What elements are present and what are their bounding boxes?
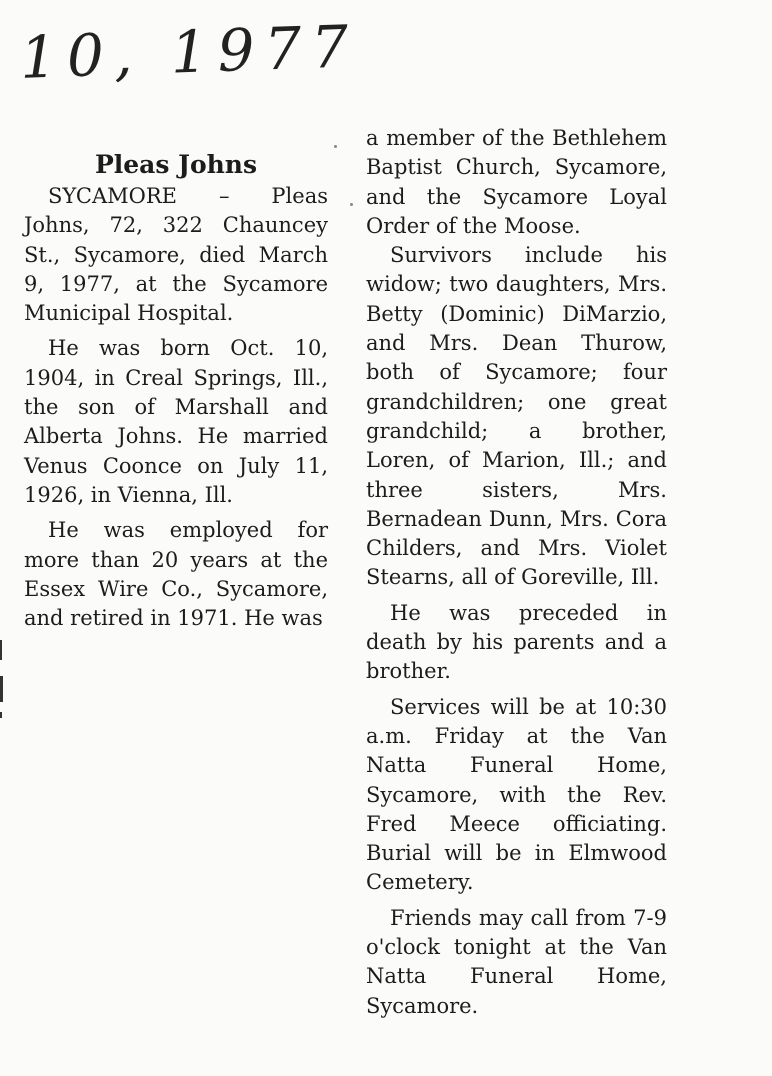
edge-mark (0, 640, 2, 660)
handwritten-date: 10, 1977 (18, 12, 360, 92)
obituary-headline: Pleas Johns (94, 150, 258, 179)
paragraph: a member of the Bethlehem Baptist Church, Sycamore, and the Sycamore Loyal Order of the Moose. (366, 126, 667, 238)
paragraph: Services will be at 10:30 a.m. Friday at the Van Natta Funeral Home, Sycamore, with the Rev. Fred Meece officiating. Burial will be in Elmwood Cemetery. (366, 694, 667, 895)
right-column (366, 124, 667, 1021)
print-speck (350, 203, 353, 206)
left-column (24, 150, 328, 633)
print-speck (334, 145, 337, 148)
paragraph: He was employed for more than 20 years at the Essex Wire Co., Sycamore, and retired in 1971. He was (24, 518, 328, 631)
paragraph: Survivors include his widow; two daughters, Mrs. Betty (Dominic) DiMarzio, and Mrs. Dean Thurow, both of Sycamore; four grandchildren; one great grandchild; a brother, Loren, of Marion, Ill.; and three sisters, Mrs. Bernadean Dunn, Mrs. Cora Childers, and Mrs. Violet Stearns, all of Goreville, Ill. (366, 243, 667, 590)
paragraph: He was born Oct. 10, 1904, in Creal Springs, Ill., the son of Marshall and Alberta Johns. He married Venus Coonce on July 11, 1926, in Vienna, Ill. (24, 336, 328, 507)
edge-mark (0, 676, 3, 702)
paragraph: Friends may call from 7-9 o'clock tonight at the Van Natta Funeral Home, Sycamore. (366, 905, 667, 1018)
paragraph: SYCAMORE – Pleas Johns, 72, 322 Chauncey St., Sycamore, died March 9, 1977, at the Sycamore Municipal Hospital. (24, 184, 328, 326)
edge-mark (0, 712, 2, 718)
paragraph: He was preceded in death by his parents and a brother. (366, 600, 667, 684)
